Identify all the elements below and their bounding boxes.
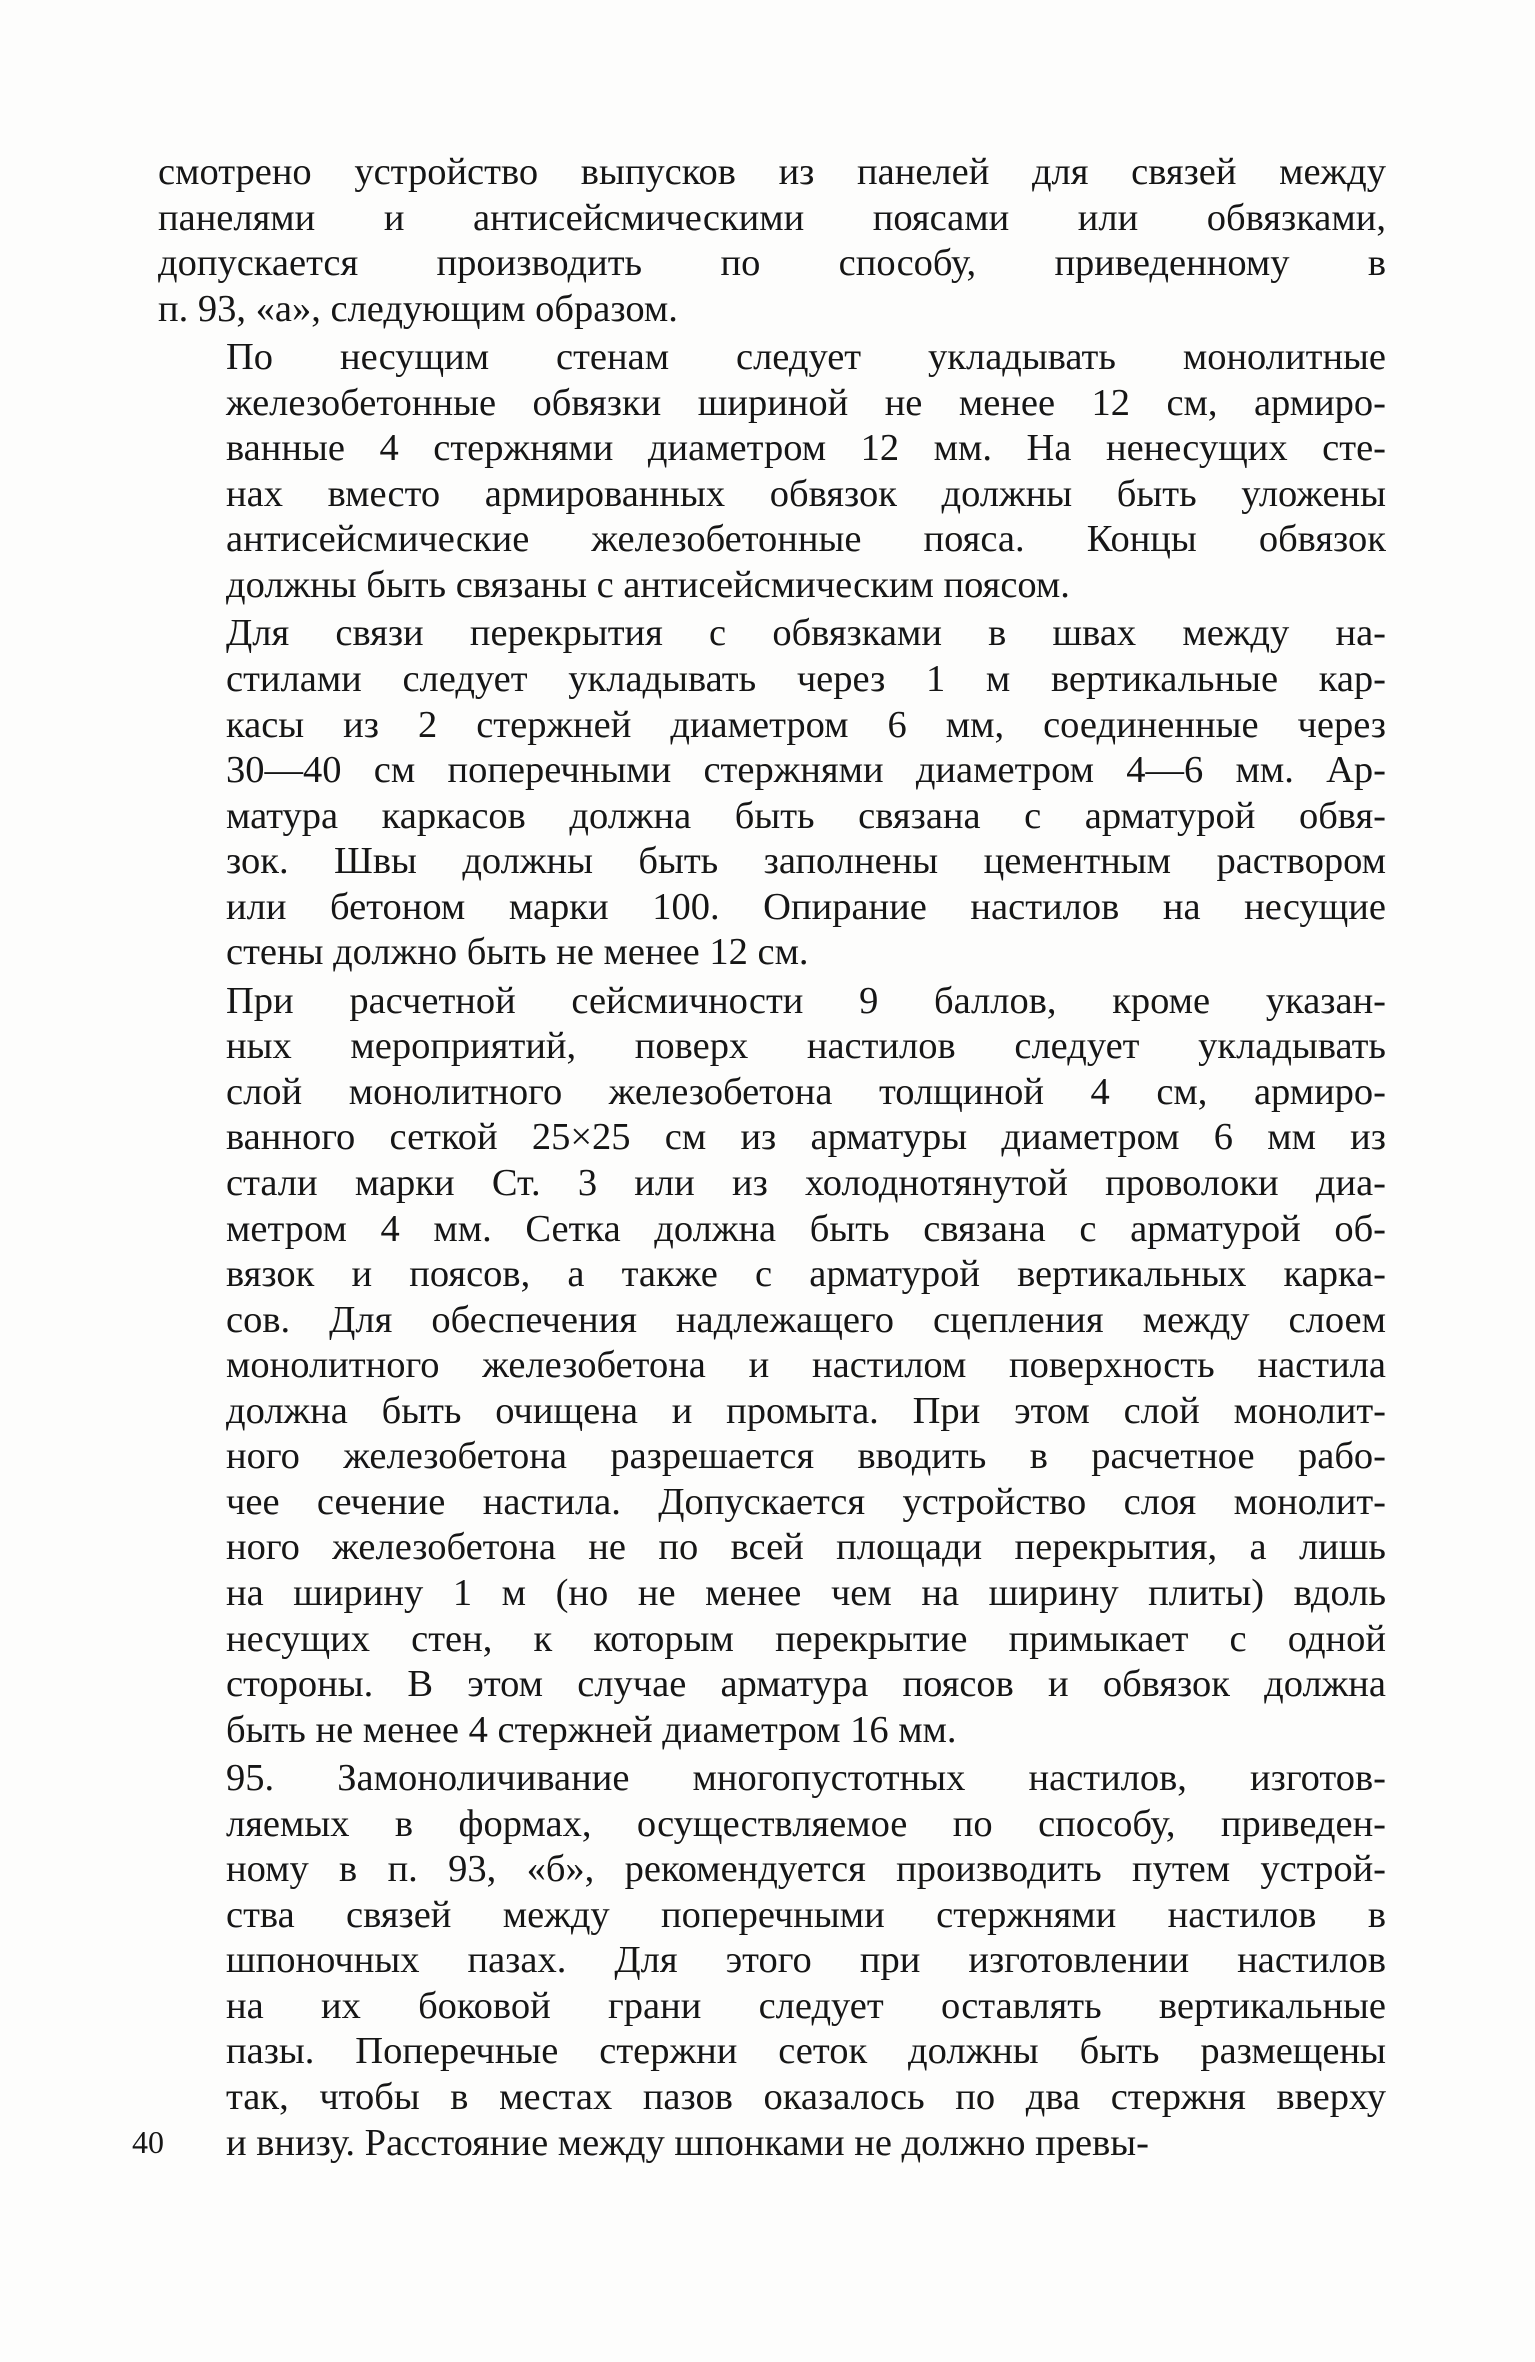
text-line: вязок и поясов, а также с арматурой вертикальных карка- [226, 1253, 1386, 1296]
text-line: на ширину 1 м (но не менее чем на ширину плиты) вдоль [226, 1571, 1386, 1614]
paragraph [158, 150, 1386, 332]
text-line: стали марки Ст. 3 или из холоднотянутой проволоки диа- [226, 1162, 1386, 1205]
text-line: панелями и антисейсмическими поясами или обвязками, [158, 196, 1386, 239]
text-line: стены должно быть не менее 12 см. [226, 931, 809, 974]
text-line: ных мероприятий, поверх настилов следует укладывать [226, 1025, 1386, 1068]
paragraph [158, 611, 1386, 975]
text-line: При расчетной сейсмичности 9 баллов, кроме указан- [226, 979, 1386, 1022]
text-line: железобетонные обвязки шириной не менее 12 см, армиро- [226, 381, 1386, 424]
text-line: ванного сеткой 25×25 см из арматуры диаметром 6 мм из [226, 1116, 1386, 1159]
text-line: пазы. Поперечные стержни сеток должны быть размещены [226, 2030, 1386, 2073]
text-line: Для связи перекрытия с обвязками в швах между на- [226, 612, 1386, 655]
text-line: чее сечение настила. Допускается устройство слоя монолит- [226, 1480, 1386, 1523]
text-line: зок. Швы должны быть заполнены цементным раствором [226, 840, 1386, 883]
paragraph [158, 979, 1386, 1753]
text-line: быть не менее 4 стержней диаметром 16 мм. [226, 1708, 957, 1751]
text-line: ства связей между поперечными стержнями настилов в [226, 1893, 1386, 1936]
text-line: сов. Для обеспечения надлежащего сцепления между слоем [226, 1298, 1386, 1341]
text-line: По несущим стенам следует укладывать монолитные [226, 336, 1386, 379]
text-line: нах вместо армированных обвязок должны быть уложены [226, 472, 1386, 515]
text-line: и внизу. Расстояние между шпонками не должно превы- [226, 2121, 1149, 2164]
text-line: должна быть очищена и промыта. При этом слой монолит- [226, 1389, 1386, 1432]
text-line: п. 93, «а», следующим образом. [158, 287, 678, 330]
text-line: смотрено устройство выпусков из панелей для связей между [158, 151, 1386, 193]
text-line: антисейсмические железобетонные пояса. Концы обвязок [226, 518, 1386, 561]
text-line: матура каркасов должна быть связана с арматурой обвя- [226, 794, 1386, 837]
text-line: несущих стен, к которым перекрытие примыкает с одной [226, 1617, 1386, 1660]
page-number: 40 [132, 2124, 164, 2160]
text-line: монолитного железобетона и настилом поверхность настила [226, 1344, 1386, 1387]
text-line: ного железобетона не по всей площади перекрытия, а лишь [226, 1526, 1386, 1569]
paragraph [158, 1756, 1386, 2166]
body-text [158, 150, 1386, 2169]
text-line: должны быть связаны с антисейсмическим поясом. [226, 563, 1070, 606]
text-line: шпоночных пазах. Для этого при изготовлении настилов [226, 1939, 1386, 1982]
text-line: 95. Замоноличивание многопустотных настилов, изготов- [226, 1757, 1386, 1800]
paragraph [158, 335, 1386, 608]
text-line: касы из 2 стержней диаметром 6 мм, соединенные через [226, 703, 1386, 746]
text-line: метром 4 мм. Сетка должна быть связана с арматурой об- [226, 1207, 1386, 1250]
text-line: ному в п. 93, «б», рекомендуется производить путем устрой- [226, 1848, 1386, 1891]
text-line: ляемых в формах, осуществляемое по способу, приведен- [226, 1802, 1386, 1845]
text-line: стороны. В этом случае арматура поясов и обвязок должна [226, 1663, 1386, 1706]
text-line: ванные 4 стержнями диаметром 12 мм. На ненесущих сте- [226, 427, 1386, 470]
text-line: 30—40 см поперечными стержнями диаметром 4—6 мм. Ар- [226, 749, 1386, 792]
text-line: ного железобетона разрешается вводить в расчетное рабо- [226, 1435, 1386, 1478]
text-line: или бетоном марки 100. Опирание настилов на несущие [226, 885, 1386, 928]
text-line: на их боковой грани следует оставлять вертикальные [226, 1984, 1386, 2027]
text-line: допускается производить по способу, приведенному в [158, 242, 1386, 285]
text-line: стилами следует укладывать через 1 м вертикальные кар- [226, 658, 1386, 701]
text-line: слой монолитного железобетона толщиной 4 см, армиро- [226, 1070, 1386, 1113]
text-line: так, чтобы в местах пазов оказалось по два стержня вверху [226, 2075, 1386, 2118]
